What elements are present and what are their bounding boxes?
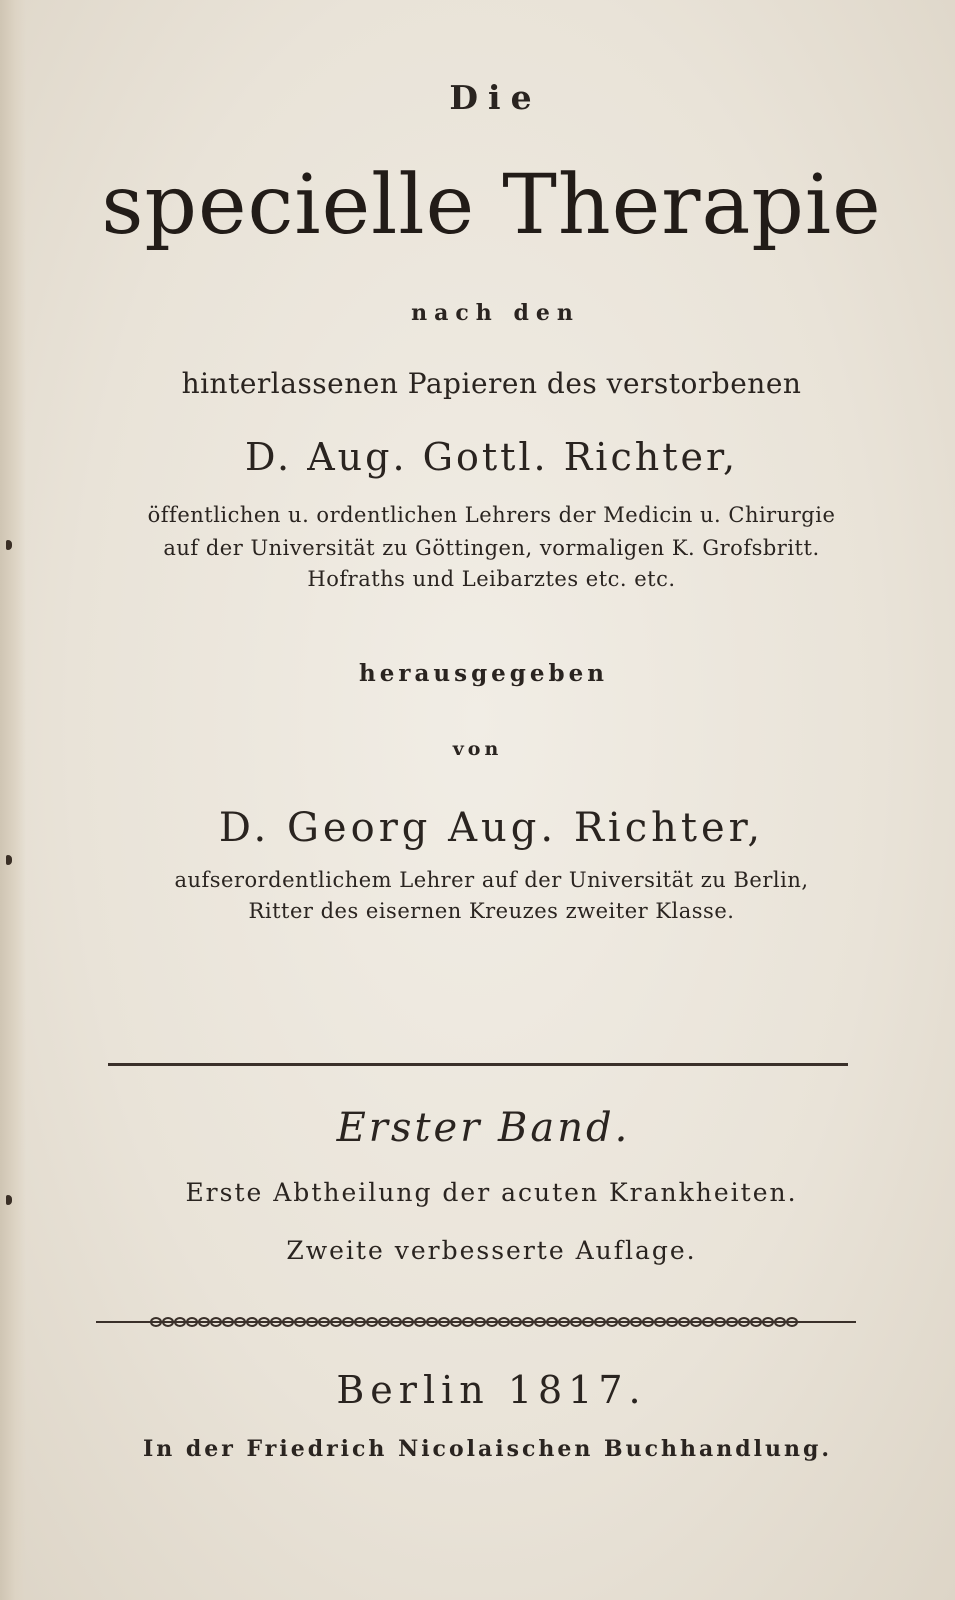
book-title: specielle Therapie bbox=[101, 158, 882, 253]
binding-thread-mark bbox=[6, 855, 12, 865]
place-year: Berlin 1817. bbox=[336, 1368, 647, 1412]
ornamental-rule bbox=[96, 1314, 856, 1330]
author-name: D. Aug. Gottl. Richter, bbox=[244, 435, 739, 479]
author-affiliation-line: öffentlichen u. ordentlichen Lehrers der Medicin u. Chirurgie bbox=[147, 503, 836, 527]
volume-label: Erster Band. bbox=[336, 1105, 631, 1151]
horizontal-rule bbox=[108, 1063, 848, 1066]
division-label: Erste Abtheilung der acuten Krankheiten. bbox=[185, 1178, 798, 1207]
author-affiliation-line: auf der Universität zu Göttingen, vormaligen K. Grofsbritt. bbox=[163, 536, 820, 560]
editor-affiliation-line: Ritter des eisernen Kreuzes zweiter Klasse. bbox=[248, 899, 735, 923]
nach-den-line: nach den bbox=[411, 300, 580, 326]
herausgegeben-line: herausgegeben bbox=[359, 660, 608, 687]
editor-affiliation-line: aufserordentlichem Lehrer auf der Universität zu Berlin, bbox=[174, 868, 809, 892]
publisher-line: In der Friedrich Nicolaischen Buchhandlung. bbox=[142, 1436, 833, 1462]
title-article: Die bbox=[449, 78, 542, 117]
edition-label: Zweite verbesserte Auflage. bbox=[286, 1236, 697, 1265]
von-line: von bbox=[452, 738, 503, 760]
author-affiliation-line: Hofraths und Leibarztes etc. etc. bbox=[307, 567, 676, 591]
papers-line: hinterlassenen Papieren des verstorbenen bbox=[181, 367, 802, 400]
editor-name: D. Georg Aug. Richter, bbox=[218, 805, 765, 851]
